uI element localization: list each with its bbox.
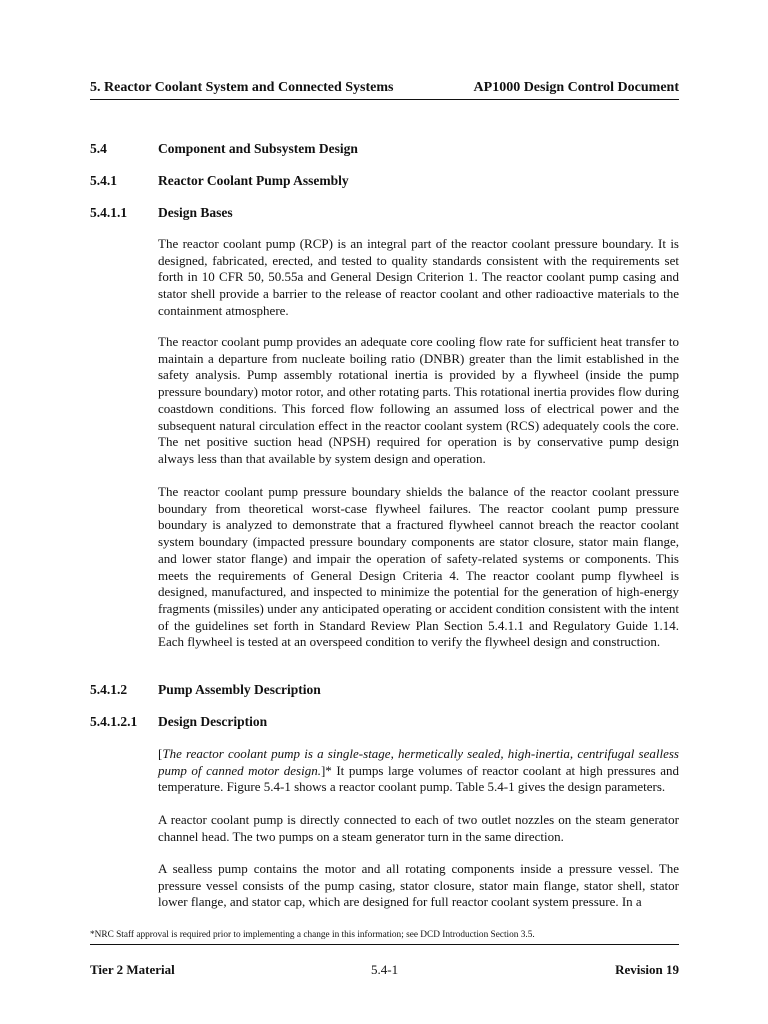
page-header — [90, 80, 679, 100]
section-number: 5.4.1.1 — [90, 205, 128, 220]
header-document-title: AP1000 Design Control Document — [473, 80, 679, 95]
section-heading-5-4-1 — [90, 173, 349, 189]
section-title: Pump Assembly Description — [158, 682, 321, 697]
paragraph-pressure-boundary: The reactor coolant pump pressure boundary shields the balance of the reactor coolant pressure boundary from theoretical worst-case flywheel failures. The reactor coolant pump pressure boundary is analyzed to demonstrate that a fractured flywheel cannot breach the reactor coolant system boundary (impacted pressure boundary components are stator closure, stator main flange, and lower stator flange) and impair the operation of safety-related systems or components. This meets the requirements of General Design Criteria 4. The reactor coolant pump flywheel is designed, manufactured, and inspected to minimize the potential for the generation of high-energy fragments (missiles) under any anticipated operating or accident condition consistent with the intent of the guidelines set forth in Standard Review Plan Section 5.4.1.1 and Regulatory Guide 1.14. Each flywheel is tested at an overspeed condition to verify the flywheel design and construction. — [158, 484, 679, 650]
footnote: *NRC Staff approval is required prior to implementing a change in this information; see DCD Introduction Section 3.5. — [90, 930, 535, 940]
section-title: Component and Subsystem Design — [158, 141, 358, 156]
section-number: 5.4.1.2.1 — [90, 714, 138, 729]
footer-revision: Revision 19 — [615, 962, 679, 977]
italic-design-statement: The reactor coolant pump is a single-stage, hermetically sealed, high-inertia, centrifugal sealless pump of canned motor design. — [158, 746, 679, 778]
section-heading-5-4 — [90, 141, 358, 157]
section-number: 5.4.1.2 — [90, 682, 128, 697]
pump-description-text: ]* It pumps large volumes of reactor coolant at high pressures and temperature. Figure 5.4-1 shows a reactor coolant pump. Table 5.4-1 gives the design parameters. — [158, 762, 679, 795]
section-heading-5-4-1-2-1 — [90, 714, 267, 730]
paragraph-pump-connection: A reactor coolant pump is directly connected to each of two outlet nozzles on the steam generator channel head. The two pumps on a steam generator turn in the same direction. — [158, 812, 679, 844]
footer-tier-label: Tier 2 Material — [90, 962, 175, 977]
footer-divider — [90, 944, 679, 945]
header-chapter-title: 5. Reactor Coolant System and Connected Systems — [90, 80, 394, 95]
section-title: Design Bases — [158, 205, 233, 220]
section-title: Design Description — [158, 714, 268, 729]
paragraph-pump-description — [158, 746, 679, 796]
paragraph-rcp-design-bases: The reactor coolant pump (RCP) is an integral part of the reactor coolant pressure boundary. It is designed, fabricated, erected, and tested to quality standards consistent with the requirements set forth in 10 CFR 50, 50.55a and General Design Criterion 1. The reactor coolant pump casing and stator shell provide a barrier to the release of reactor coolant and other radioactive materials to the containment atmosphere. — [158, 236, 679, 318]
bracket-open: [ — [158, 746, 163, 761]
section-heading-5-4-1-2 — [90, 682, 321, 698]
section-number: 5.4.1 — [90, 173, 117, 188]
paragraph-core-cooling-flow: The reactor coolant pump provides an adequate core cooling flow rate for sufficient heat transfer to maintain a departure from nucleate boiling ratio (DNBR) greater than the limit established in the safety analysis. Pump assembly rotational inertia is provided by a flywheel (inside the pump pressure boundary) motor rotor, and other rotating parts. This rotational inertia provides flow during coastdown conditions. This forced flow following an assumed loss of electrical power and the subsequent natural circulation effect in the reactor coolant system (RCS) adequately cools the core. The net positive suction head (NPSH) required for operation is by conservative pump design always less than that available by system design and operation. — [158, 334, 679, 466]
footer-page-number: 5.4-1 — [371, 962, 399, 977]
section-heading-5-4-1-1 — [90, 205, 233, 221]
section-number: 5.4 — [90, 141, 107, 156]
paragraph-sealless-pump: A sealless pump contains the motor and all rotating components inside a pressure vessel. The pressure vessel consists of the pump casing, stator closure, stator main flange, stator shell, stator lower flange, and stator cap, which are designed for full reactor coolant system pressure. In a — [158, 861, 679, 910]
section-title: Reactor Coolant Pump Assembly — [158, 173, 349, 188]
